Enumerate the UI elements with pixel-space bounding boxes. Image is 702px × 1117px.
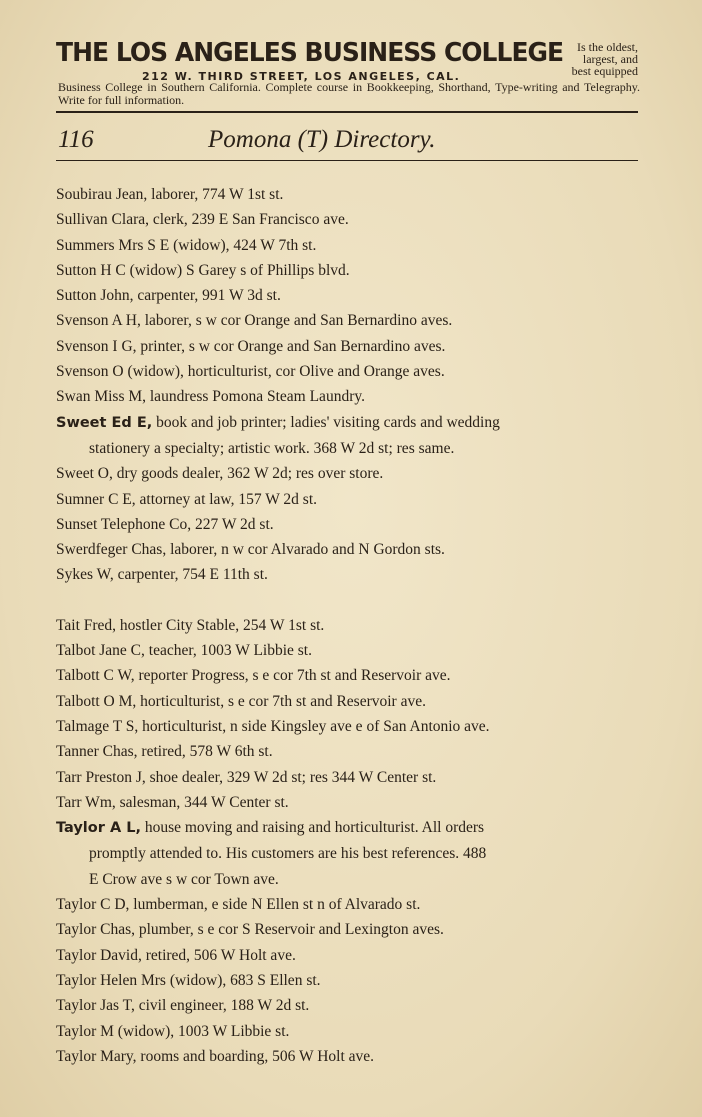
list-item: Taylor Mary, rooms and boarding, 506 W Holt ave. <box>56 1047 375 1065</box>
list-item: Swan Miss M, laundress Pomona Steam Laundry. <box>56 388 365 406</box>
entry-name: Sweet Ed E, <box>56 414 153 431</box>
list-item: Taylor M (widow), 1003 W Libbie st. <box>56 1022 290 1040</box>
list-item: Talbot Jane C, teacher, 1003 W Libbie st. <box>56 642 312 660</box>
list-item: Svenson I G, printer, s w cor Orange and San Bernardino aves. <box>56 337 446 355</box>
ad-description: Business College in Southern California. Complete course in Bookkeeping, Shorthand, Type-writing and Telegraphy. Write for full information. <box>58 80 640 107</box>
list-item: Svenson O (widow), horticulturist, cor Olive and Orange aves. <box>56 363 445 381</box>
ad-side-line: largest, and <box>582 52 638 66</box>
list-item: Soubirau Jean, laborer, 774 W 1st st. <box>56 186 284 203</box>
directory-title: Pomona (T) Directory. <box>208 126 436 153</box>
running-head-rule <box>56 160 638 161</box>
list-item: Sutton John, carpenter, 991 W 3d st. <box>56 287 281 305</box>
directory-listings <box>56 182 640 1069</box>
list-item: Sullivan Clara, clerk, 239 E San Francisco ave. <box>56 211 349 229</box>
ad-address: 212 W. THIRD STREET, LOS ANGELES, CAL. <box>142 70 461 83</box>
entry-text: house moving and raising and horticulturist. All orders <box>140 819 485 837</box>
entry-text: book and job printer; ladies' visiting cards and wedding <box>152 413 500 431</box>
list-item: Taylor Helen Mrs (widow), 683 S Ellen st. <box>56 971 321 989</box>
list-item: Taylor C D, lumberman, e side N Ellen st n of Alvarado st. <box>56 896 421 914</box>
ad-title: THE LOS ANGELES BUSINESS COLLEGE <box>56 38 564 68</box>
section-gap <box>56 588 640 613</box>
list-item: Svenson A H, laborer, s w cor Orange and San Bernardino aves. <box>56 312 453 330</box>
ad-side-note <box>554 41 638 77</box>
list-item: Talbott O M, horticulturist, s e cor 7th st and Reservoir ave. <box>56 692 426 710</box>
list-item: Sumner C E, attorney at law, 157 W 2d st. <box>56 490 318 508</box>
list-item: Tarr Preston J, shoe dealer, 329 W 2d st; res 344 W Center st. <box>56 768 437 786</box>
list-item-advertisement <box>56 815 640 892</box>
list-item: Tait Fred, hostler City Stable, 254 W 1st st. <box>56 616 325 634</box>
list-item: Tarr Wm, salesman, 344 W Center st. <box>56 793 289 811</box>
list-item: Summers Mrs S E (widow), 424 W 7th st. <box>56 236 317 254</box>
list-item: Sweet O, dry goods dealer, 362 W 2d; res over store. <box>56 465 384 483</box>
running-head <box>56 124 638 158</box>
list-item-advertisement <box>56 410 640 462</box>
entry-continuation: E Crow ave s w cor Town ave. <box>89 870 279 888</box>
header-rule <box>56 111 638 113</box>
entry-name: Taylor A L, <box>56 820 141 837</box>
entry-continuation: promptly attended to. His customers are his best references. 488 <box>89 845 487 863</box>
list-item: Talbott C W, reporter Progress, s e cor 7th st and Reservoir ave. <box>56 667 451 685</box>
list-item: Taylor Chas, plumber, s e cor S Reservoir and Lexington aves. <box>56 921 444 939</box>
list-item: Sunset Telephone Co, 227 W 2d st. <box>56 515 274 533</box>
ad-side-line: Is the oldest, <box>577 40 638 54</box>
page-number: 116 <box>58 126 94 153</box>
list-item: Taylor Jas T, civil engineer, 188 W 2d st. <box>56 997 310 1015</box>
list-item: Talmage T S, horticulturist, n side Kingsley ave e of San Antonio ave. <box>56 717 490 735</box>
ad-side-line: best equipped <box>571 64 638 78</box>
list-item: Sutton H C (widow) S Garey s of Phillips blvd. <box>56 261 350 279</box>
entry-continuation: stationery a specialty; artistic work. 368 W 2d st; res same. <box>89 439 455 457</box>
list-item: Swerdfeger Chas, laborer, n w cor Alvarado and N Gordon sts. <box>56 541 445 559</box>
list-item: Tanner Chas, retired, 578 W 6th st. <box>56 743 273 761</box>
list-item: Sykes W, carpenter, 754 E 11th st. <box>56 566 268 584</box>
list-item: Taylor David, retired, 506 W Holt ave. <box>56 946 296 964</box>
